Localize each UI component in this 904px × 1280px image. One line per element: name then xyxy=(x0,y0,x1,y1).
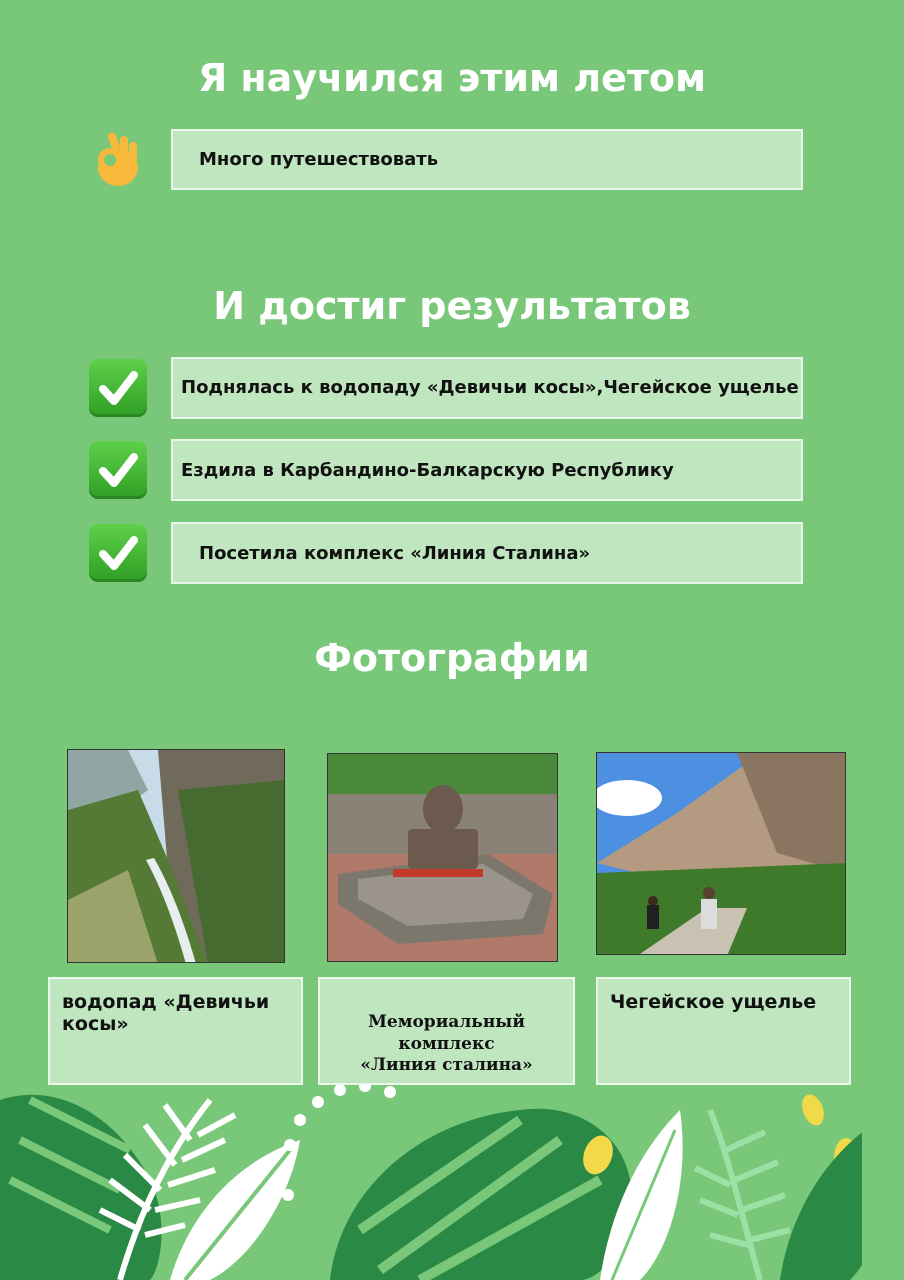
achievement-item xyxy=(171,439,803,501)
photo-canyon xyxy=(596,752,846,955)
heading-achieved: И достиг результатов xyxy=(213,284,691,328)
photo-waterfall xyxy=(67,749,285,963)
check-mark-icon xyxy=(89,441,147,499)
achievement-item-text: Поднялась к водопаду «Девичьи косы»,Чегейское ущелье xyxy=(181,376,799,398)
heading-photos: Фотографии xyxy=(314,636,590,680)
achievement-item-text: Посетила комплекс «Линия Сталина» xyxy=(199,542,591,564)
learned-item-text: Много путешествовать xyxy=(199,149,439,170)
heading-learned: Я научился этим летом xyxy=(197,56,707,100)
photo-caption-text: Мемориальный комплекс «Линия сталина» xyxy=(360,1012,533,1075)
ok-hand-icon xyxy=(92,130,144,190)
check-mark-icon xyxy=(89,524,147,582)
learned-item xyxy=(171,129,803,190)
achievement-item xyxy=(171,357,803,419)
photo-caption-text: Чегейское ущелье xyxy=(610,991,817,1013)
achievement-item xyxy=(171,522,803,584)
achievement-item-text: Ездила в Карбандино-Балкарскую Республику xyxy=(181,459,674,481)
photo-memorial xyxy=(327,753,558,962)
check-mark-icon xyxy=(89,359,147,417)
photo-caption-text: водопад «Девичьи косы» xyxy=(62,991,270,1035)
photo-caption xyxy=(596,977,851,1085)
photo-caption xyxy=(318,977,575,1085)
photo-caption xyxy=(48,977,303,1085)
